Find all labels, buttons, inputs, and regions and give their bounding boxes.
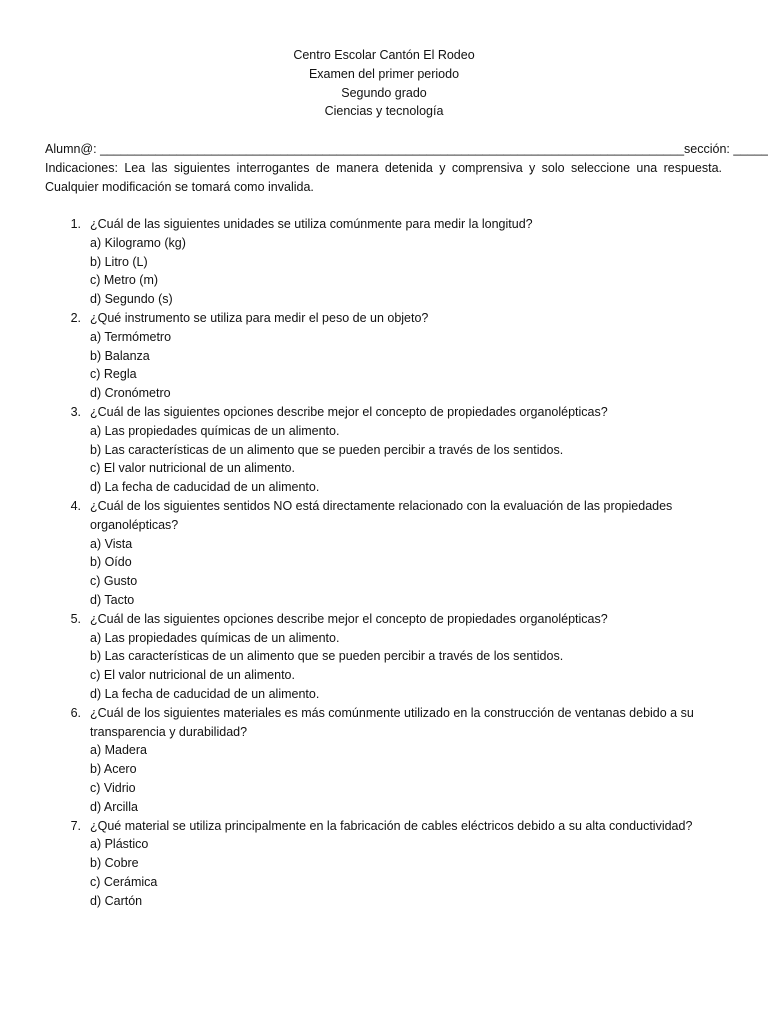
question-text: ¿Qué instrumento se utiliza para medir el peso de un objeto? [90,310,429,325]
question-body [90,403,725,497]
student-line [45,140,768,159]
answer-options [90,629,725,704]
question-number: 7. [70,818,81,833]
question-list [45,215,725,910]
answer-option[interactable]: c) Vidrio [90,780,136,795]
question-item [45,497,725,610]
answer-option[interactable]: b) Las características de un alimento que se pueden percibir a través de los sentidos. [90,442,564,457]
answer-option[interactable]: a) Madera [90,743,147,758]
answer-option[interactable]: b) Acero [90,762,137,777]
question-text: ¿Cuál de los siguientes materiales es más comúnmente utilizado en la construcción de ventanas debido a su transparencia y durabilidad? [90,705,694,739]
question-body [90,817,725,911]
answer-option[interactable]: a) Las propiedades químicas de un alimento. [90,423,340,438]
question-text: ¿Cuál de las siguientes unidades se utiliza comúnmente para medir la longitud? [90,217,533,231]
question-item [45,817,725,911]
student-name-field[interactable]: Alumn@: ____________________________________________________________________________________ [45,142,685,156]
answer-options [90,741,725,816]
answer-option[interactable]: b) Las características de un alimento que se pueden percibir a través de los sentidos. [90,649,564,664]
answer-option[interactable]: a) Las propiedades químicas de un alimento. [90,630,340,645]
answer-options [90,234,725,309]
question-text: ¿Qué material se utiliza principalmente en la fabricación de cables eléctricos debido a su alta conductividad? [90,818,693,833]
answer-option[interactable]: a) Termómetro [90,329,172,344]
exam-header [0,46,768,121]
exam-title: Examen del primer periodo [308,66,460,81]
answer-option[interactable]: c) Gusto [90,574,138,589]
answer-option[interactable]: d) Arcilla [90,799,138,814]
question-item [45,403,725,497]
answer-options [90,422,725,497]
question-text: ¿Cuál de las siguientes opciones describe mejor el concepto de propiedades organolépticas? [90,611,608,626]
question-body [90,610,725,704]
question-number: 6. [70,705,81,720]
indications-text: Indicaciones: Lea las siguientes interrogantes de manera detenida y comprensiva y solo seleccione una respuesta. Cualquier modificación se tomará como invalida. [45,160,722,194]
answer-options [90,535,725,610]
answer-option[interactable]: c) El valor nutricional de un alimento. [90,668,295,683]
answer-option[interactable]: b) Oído [90,555,132,570]
question-body [90,497,725,610]
answer-option[interactable]: c) Regla [90,367,137,382]
answer-option[interactable]: d) Tacto [90,592,135,607]
student-info [45,140,768,196]
question-item [45,215,725,309]
answer-option[interactable]: d) La fecha de caducidad de un alimento. [90,480,320,495]
question-body [90,215,725,309]
answer-option[interactable]: d) Cronómetro [90,386,171,401]
grade-label: Segundo grado [341,85,427,100]
question-item [45,704,725,817]
answer-option[interactable]: d) Segundo (s) [90,292,173,307]
question-number: 1. [70,217,81,231]
school-name: Centro Escolar Cantón El Rodeo [293,48,475,62]
answer-option[interactable]: d) Cartón [90,893,143,908]
question-number: 3. [70,404,81,419]
section-field[interactable]: sección: _____ [684,142,768,156]
question-body [90,704,725,817]
answer-option[interactable]: c) Metro (m) [90,273,159,288]
answer-option[interactable]: c) Cerámica [90,874,158,889]
answer-option[interactable]: b) Balanza [90,348,150,363]
question-number: 4. [70,498,81,513]
question-item [45,309,725,403]
answer-options [90,835,725,910]
question-item [45,610,725,704]
answer-option[interactable]: a) Vista [90,536,133,551]
question-text: ¿Cuál de las siguientes opciones describe mejor el concepto de propiedades organolépticas? [90,404,608,419]
question-text: ¿Cuál de los siguientes sentidos NO está directamente relacionado con la evaluación de las propiedades organolépticas? [90,498,673,532]
question-number: 5. [70,611,81,626]
answer-option[interactable]: b) Cobre [90,856,139,871]
answer-option[interactable]: a) Kilogramo (kg) [90,235,186,250]
answer-option[interactable]: b) Litro (L) [90,254,148,269]
answer-option[interactable]: d) La fecha de caducidad de un alimento. [90,686,320,701]
answer-options [90,328,725,403]
answer-option[interactable]: c) El valor nutricional de un alimento. [90,461,295,476]
question-number: 2. [70,310,81,325]
question-body [90,309,725,403]
subject-label: Ciencias y tecnología [324,104,444,119]
answer-option[interactable]: a) Plástico [90,837,149,852]
